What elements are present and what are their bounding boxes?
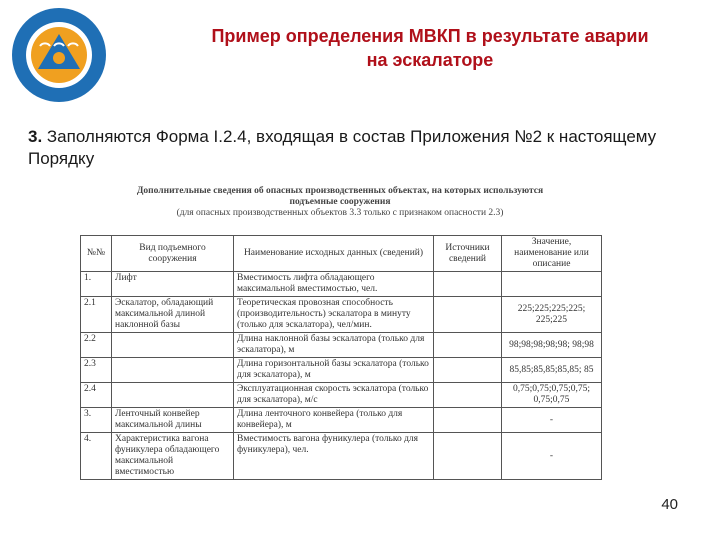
- row-number: 3.: [81, 408, 112, 433]
- row-number: 2.3: [81, 358, 112, 383]
- value-cell: 0,75;0,75;0,75;0,75; 0,75;0,75: [502, 383, 602, 408]
- row-number: 1.: [81, 272, 112, 297]
- data-name-cell: Длина горизонтальной базы эскалатора (только для эскалатора), м: [234, 358, 434, 383]
- table-row: [81, 297, 602, 333]
- value-cell: -: [502, 408, 602, 433]
- slide-title-line-1: Пример определения МВКП в результате аварии: [211, 26, 649, 46]
- lift-kind: [112, 333, 234, 358]
- table-row: [81, 433, 602, 480]
- data-name-cell: Вместимость лифта обладающего максимальной вместимостью, чел.: [234, 272, 434, 297]
- value-cell: [502, 272, 602, 297]
- data-name-cell: Вместимость вагона фуникулера (только для фуникулера), чел.: [234, 433, 434, 480]
- paragraph-text: Заполняются Форма I.2.4, входящая в состав Приложения №2 к настоящему Порядку: [28, 127, 657, 168]
- column-header: Наименование исходных данных (сведений): [234, 236, 434, 272]
- document-heading-line-2: подъемные сооружения: [289, 197, 391, 207]
- lift-kind: Ленточный конвейер максимальной длины: [112, 408, 234, 433]
- column-header: №№: [81, 236, 112, 272]
- source-cell: [434, 358, 502, 383]
- document-heading: [100, 186, 580, 219]
- document-heading-line-3: (для опасных производственных объектов 3.3 только с признаком опасности 2.3): [176, 208, 504, 218]
- lift-kind: Эскалатор, обладающий максимальной длиной наклонной базы: [112, 297, 234, 333]
- table-row: [81, 272, 602, 297]
- value-cell: 98;98;98;98;98; 98;98: [502, 333, 602, 358]
- emergency-center-emblem-icon: [10, 6, 108, 104]
- table-row: [81, 408, 602, 433]
- slide-title: [170, 24, 690, 72]
- data-name-cell: Длина наклонной базы эскалатора (только для эскалатора), м: [234, 333, 434, 358]
- column-header: Вид подъемного сооружения: [112, 236, 234, 272]
- value-cell: 225;225;225;225; 225;225: [502, 297, 602, 333]
- document-heading-line-1: Дополнительные сведения об опасных производственных объектах, на которых используются: [136, 186, 544, 196]
- table-row: [81, 358, 602, 383]
- lift-kind: [112, 383, 234, 408]
- data-name-cell: Эксплуатационная скорость эскалатора (только для эскалатора), м/с: [234, 383, 434, 408]
- paragraph-number: 3.: [28, 127, 43, 146]
- slide-title-line-2: на эскалаторе: [366, 50, 494, 70]
- lift-kind: Лифт: [112, 272, 234, 297]
- value-cell: 85,85;85,85;85,85; 85: [502, 358, 602, 383]
- value-cell: -: [502, 433, 602, 480]
- source-cell: [434, 433, 502, 480]
- source-cell: [434, 272, 502, 297]
- row-number: 4.: [81, 433, 112, 480]
- form-table: [80, 235, 602, 480]
- form-document-image: [76, 186, 606, 498]
- table-header-row: [81, 236, 602, 272]
- source-cell: [434, 408, 502, 433]
- body-paragraph: [28, 126, 668, 170]
- lift-kind: Характеристика вагона фуникулера обладающего максимальной вместимостью: [112, 433, 234, 480]
- row-number: 2.1: [81, 297, 112, 333]
- table-row: [81, 333, 602, 358]
- lift-kind: [112, 358, 234, 383]
- source-cell: [434, 333, 502, 358]
- row-number: 2.4: [81, 383, 112, 408]
- data-name-cell: Длина ленточного конвейера (только для конвейера), м: [234, 408, 434, 433]
- table-row: [81, 383, 602, 408]
- column-header: Значение, наименование или описание: [502, 236, 602, 272]
- data-name-cell: Теоретическая провозная способность (производительность) эскалатора в минуту (только для эскалатора), чел/мин.: [234, 297, 434, 333]
- page-number: 40: [661, 496, 678, 513]
- source-cell: [434, 383, 502, 408]
- column-header: Источники сведений: [434, 236, 502, 272]
- source-cell: [434, 297, 502, 333]
- row-number: 2.2: [81, 333, 112, 358]
